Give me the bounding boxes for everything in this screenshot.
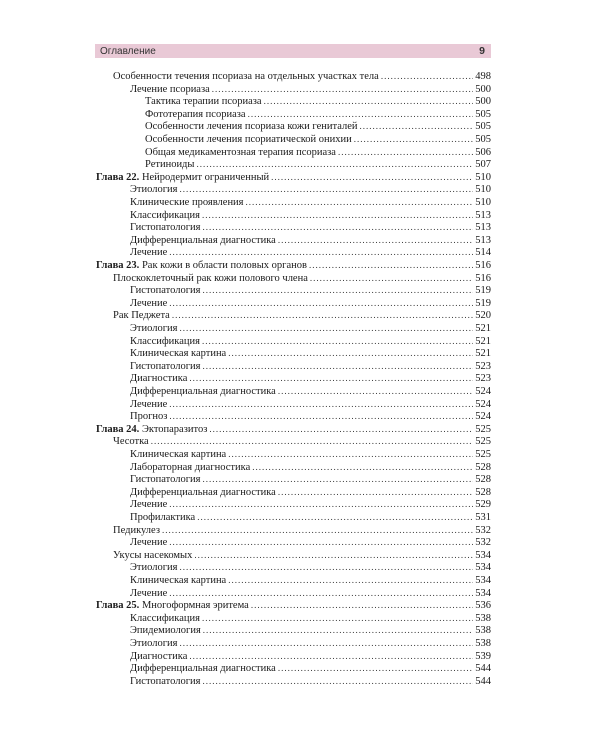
toc-item: [130, 83, 491, 96]
dot-leader: [202, 284, 473, 297]
dot-leader: [278, 385, 473, 398]
toc-page-number: 521: [475, 323, 491, 334]
toc-item-title: [130, 322, 178, 335]
toc-page-number: 532: [475, 537, 491, 549]
toc-item: [113, 549, 491, 562]
dot-leader: [189, 372, 473, 385]
toc-item-title: [130, 196, 244, 209]
toc-item-label: Диагностика: [130, 650, 188, 662]
chapter-number: Глава 24.: [96, 423, 140, 435]
toc-item-label: Клиническая картина: [130, 449, 227, 460]
toc-item: [130, 662, 491, 675]
toc-item: [145, 120, 491, 133]
toc-item: [130, 209, 491, 222]
toc-item: [130, 234, 491, 247]
toc-item-label: Гистопатология: [130, 360, 201, 372]
toc-item: [130, 498, 491, 511]
dot-leader: [338, 146, 473, 159]
toc-item-label: Этиология: [130, 184, 178, 196]
toc-item-title: [96, 599, 249, 612]
toc-page-number: 528: [475, 486, 491, 498]
toc-page-number: 524: [475, 386, 491, 397]
toc-page-number: 506: [475, 146, 491, 158]
toc-page-number: 539: [475, 650, 491, 662]
toc-item-title: [130, 372, 187, 385]
toc-chapter: [96, 423, 491, 436]
toc-page-number: 505: [475, 134, 491, 145]
toc-item-label: Клиническая картина: [130, 348, 227, 360]
toc-page-number: 525: [475, 436, 491, 448]
dot-leader: [248, 108, 474, 121]
toc-item: [113, 524, 491, 537]
dot-leader: [151, 435, 474, 448]
toc-item-label: Плоскоклеточный рак кожи полового члена: [113, 272, 308, 284]
toc-item-title: [145, 120, 357, 133]
dot-leader: [278, 234, 473, 247]
toc-item: [130, 624, 491, 637]
toc-item-label: Лечение: [130, 587, 168, 599]
toc-item-title: [96, 259, 307, 272]
chapter-number: Глава 25.: [96, 600, 140, 612]
toc-item-title: [130, 209, 200, 222]
toc-item-title: [130, 624, 201, 637]
dot-leader: [169, 498, 473, 511]
toc-item: [130, 183, 491, 196]
toc-item-title: [113, 309, 170, 322]
toc-item-label: Дифференциальная диагностика: [130, 234, 276, 246]
toc-item-label: Прогноз: [130, 411, 168, 423]
toc-item-title: [130, 498, 167, 511]
toc-item-title: [130, 561, 178, 574]
toc-item: [130, 322, 491, 335]
toc-item-label: Ретиноиды: [145, 159, 195, 171]
toc-item: [130, 398, 491, 411]
dot-leader: [264, 95, 474, 108]
toc-item-label: Диагностика: [130, 373, 188, 385]
toc-item: [130, 612, 491, 625]
toc-item-label: Гистопатология: [130, 222, 201, 234]
toc-item-title: [130, 83, 210, 96]
toc-page-number: 514: [475, 247, 491, 259]
toc-page-number: 544: [475, 675, 491, 687]
toc-item-title: [113, 435, 149, 448]
chapter-number: Глава 23.: [96, 260, 140, 271]
toc-item-label: Этиология: [130, 323, 178, 334]
toc-item-title: [130, 473, 200, 486]
toc-item-title: [145, 95, 262, 108]
toc-item-title: [130, 183, 178, 196]
toc-item-label: Лечение: [130, 537, 168, 549]
dot-leader: [359, 120, 473, 133]
toc-item-label: Гистопатология: [130, 285, 201, 297]
toc-page-number: 519: [475, 297, 491, 309]
toc-page-number: 544: [475, 663, 491, 675]
toc-item-title: [130, 297, 167, 310]
toc-item-title: [130, 536, 167, 549]
toc-page-number: 513: [475, 222, 491, 234]
dot-leader: [278, 486, 473, 499]
toc-item-title: [113, 70, 379, 83]
toc-item: [113, 272, 491, 285]
toc-item-label: Укусы насекомых: [113, 549, 193, 561]
toc-page-number: 524: [475, 411, 491, 423]
toc-item-title: [130, 511, 195, 524]
dot-leader: [228, 347, 473, 360]
toc-item: [145, 146, 491, 159]
toc-item-title: [130, 650, 187, 663]
toc-item-title: [113, 549, 192, 562]
toc-page-number: 500: [475, 83, 491, 95]
toc-item-title: [130, 675, 200, 688]
toc-item-title: [130, 637, 178, 650]
dot-leader: [180, 183, 474, 196]
toc-page-number: 516: [475, 272, 491, 284]
toc-page-number: 534: [475, 575, 491, 586]
toc-item-label: Классификация: [130, 209, 200, 221]
toc-page-number: 534: [475, 562, 491, 574]
toc-item-label: Тактика терапии псориаза: [145, 96, 262, 108]
toc-item: [130, 486, 491, 499]
dot-leader: [169, 536, 473, 549]
toc-page-number: 523: [475, 360, 491, 372]
toc-item-label: Многоформная эритема: [139, 600, 249, 612]
toc-item-label: Лечение: [130, 398, 168, 410]
toc-item-label: Лечение псориаза: [130, 83, 210, 95]
toc-item-title: [130, 221, 200, 234]
toc-item-title: [130, 335, 200, 348]
toc-item-label: Этиология: [130, 638, 178, 649]
toc-item-title: [130, 360, 200, 373]
toc-page-number: 538: [475, 612, 491, 624]
toc-page-number: 500: [475, 96, 491, 108]
toc-item-label: Фототерапия псориаза: [145, 108, 246, 120]
toc-page-number: 513: [475, 234, 491, 246]
toc-item-label: Общая медикаментозная терапия псориаза: [145, 146, 336, 158]
dot-leader: [202, 675, 473, 688]
toc-item: [130, 675, 491, 688]
toc-item-title: [130, 574, 226, 587]
toc-item-label: Чесотка: [113, 436, 149, 448]
dot-leader: [203, 624, 473, 637]
header-page-number: 9: [479, 45, 485, 57]
dot-leader: [309, 259, 473, 272]
dot-leader: [271, 171, 473, 184]
toc-item-label: Рак кожи в области половых органов: [139, 260, 307, 271]
toc-item: [130, 461, 491, 474]
dot-leader: [180, 322, 474, 335]
toc-item-title: [130, 246, 167, 259]
dot-leader: [194, 549, 473, 562]
dot-leader: [169, 297, 473, 310]
toc-item: [130, 650, 491, 663]
dot-leader: [278, 662, 473, 675]
dot-leader: [202, 473, 473, 486]
toc-item-title: [130, 410, 167, 423]
table-of-contents: [0, 68, 600, 688]
toc-page-number: 529: [475, 499, 491, 511]
dot-leader: [228, 448, 473, 461]
header-title: Оглавление: [100, 45, 156, 57]
toc-page-number: 516: [475, 260, 491, 271]
toc-page-number: 513: [475, 209, 491, 221]
toc-item-title: [130, 234, 276, 247]
toc-item-label: Особенности течения псориаза на отдельных участках тела: [113, 71, 379, 82]
toc-page-number: 534: [475, 549, 491, 561]
toc-item: [130, 372, 491, 385]
toc-page-number: 505: [475, 108, 491, 120]
toc-page-number: 510: [475, 197, 491, 208]
toc-page-number: 510: [475, 184, 491, 196]
toc-item-label: Гистопатология: [130, 675, 201, 687]
toc-item: [130, 410, 491, 423]
toc-item: [130, 574, 491, 587]
toc-item-label: Этиология: [130, 562, 178, 574]
dot-leader: [251, 599, 473, 612]
toc-item-title: [130, 486, 276, 499]
toc-item: [130, 448, 491, 461]
dot-leader: [172, 309, 473, 322]
toc-item-title: [113, 524, 160, 537]
toc-chapter: [96, 259, 491, 272]
toc-item-label: Дифференциальная диагностика: [130, 486, 276, 498]
toc-item-title: [145, 108, 246, 121]
toc-page-number: 507: [475, 159, 491, 171]
dot-leader: [209, 423, 473, 436]
toc-page-number: 521: [475, 348, 491, 360]
toc-item-label: Дифференциальная диагностика: [130, 386, 276, 397]
toc-item: [130, 347, 491, 360]
toc-item-label: Лечение: [130, 499, 168, 511]
toc-page-number: 524: [475, 398, 491, 410]
dot-leader: [202, 221, 473, 234]
toc-item: [113, 309, 491, 322]
toc-item: [145, 95, 491, 108]
toc-item-label: Лечение: [130, 297, 168, 309]
toc-item: [130, 360, 491, 373]
toc-page-number: 528: [475, 461, 491, 473]
dot-leader: [169, 587, 473, 600]
toc-page-number: 532: [475, 524, 491, 536]
toc-page-number: 534: [475, 587, 491, 599]
toc-page-number: 536: [475, 600, 491, 612]
toc-item-label: Профилактика: [130, 512, 196, 523]
toc-item-label: Лечение: [130, 247, 168, 259]
toc-item: [145, 158, 491, 171]
page-header: [95, 44, 491, 58]
dot-leader: [169, 398, 473, 411]
toc-item: [130, 385, 491, 398]
toc-item-title: [145, 146, 336, 159]
toc-item-title: [96, 171, 269, 184]
toc-page-number: 525: [475, 423, 491, 435]
dot-leader: [196, 158, 473, 171]
toc-item: [130, 335, 491, 348]
toc-item-label: Рак Педжета: [113, 310, 170, 322]
toc-item-label: Дифференциальная диагностика: [130, 663, 276, 675]
toc-chapter: [96, 171, 491, 184]
dot-leader: [162, 524, 473, 537]
toc-item: [130, 221, 491, 234]
toc-item-title: [145, 158, 194, 171]
dot-leader: [202, 360, 473, 373]
toc-item-label: Особенности лечения псориаза кожи гениталей: [145, 121, 358, 133]
toc-item: [130, 473, 491, 486]
toc-item: [130, 196, 491, 209]
toc-page-number: 505: [475, 121, 491, 133]
toc-item-label: Лабораторная диагностика: [130, 461, 251, 473]
toc-page-number: 520: [475, 310, 491, 322]
toc-item-label: Гистопатология: [130, 474, 201, 486]
dot-leader: [252, 461, 473, 474]
toc-item: [130, 511, 491, 524]
toc-item: [130, 536, 491, 549]
toc-item: [113, 70, 491, 83]
chapter-number: Глава 22.: [96, 171, 140, 183]
toc-item-title: [130, 398, 167, 411]
toc-page-number: 538: [475, 625, 491, 637]
toc-page-number: 519: [475, 285, 491, 297]
toc-page-number: 521: [475, 335, 491, 347]
dot-leader: [202, 335, 473, 348]
toc-chapter: [96, 599, 491, 612]
dot-leader: [180, 561, 474, 574]
toc-page-number: 538: [475, 638, 491, 649]
dot-leader: [228, 574, 473, 587]
toc-item: [130, 284, 491, 297]
toc-item-title: [130, 448, 226, 461]
toc-item-label: Нейродермит ограниченный: [139, 171, 270, 183]
toc-page-number: 523: [475, 373, 491, 385]
toc-item-title: [130, 587, 167, 600]
toc-item: [130, 246, 491, 259]
dot-leader: [169, 410, 473, 423]
toc-item: [130, 561, 491, 574]
dot-leader: [189, 650, 473, 663]
toc-item: [130, 587, 491, 600]
toc-item-label: Клиническая картина: [130, 575, 227, 586]
toc-item: [130, 637, 491, 650]
toc-item-title: [130, 461, 250, 474]
toc-page-number: 531: [475, 512, 491, 523]
toc-item-title: [113, 272, 308, 285]
toc-item-title: [130, 385, 276, 398]
toc-item-title: [96, 423, 207, 436]
dot-leader: [197, 511, 473, 524]
toc-item: [113, 435, 491, 448]
toc-item-label: Особенности лечения псориатической онихии: [145, 134, 352, 145]
toc-item-title: [130, 662, 276, 675]
toc-item: [130, 297, 491, 310]
toc-page-number: 498: [475, 71, 491, 82]
dot-leader: [310, 272, 473, 285]
toc-item-title: [130, 284, 200, 297]
toc-item-label: Классификация: [130, 612, 200, 624]
toc-item-title: [130, 347, 226, 360]
toc-item: [145, 108, 491, 121]
toc-item-label: Клинические проявления: [130, 197, 244, 208]
dot-leader: [202, 612, 473, 625]
toc-item: [145, 133, 491, 146]
dot-leader: [202, 209, 473, 222]
toc-page-number: 510: [475, 171, 491, 183]
toc-item-label: Педикулез: [113, 524, 160, 536]
toc-page-number: 528: [475, 474, 491, 486]
dot-leader: [169, 246, 473, 259]
toc-item-title: [130, 612, 200, 625]
dot-leader: [212, 83, 473, 96]
toc-item-label: Эктопаразитоз: [139, 423, 208, 435]
dot-leader: [246, 196, 474, 209]
toc-item-title: [145, 133, 352, 146]
dot-leader: [354, 133, 473, 146]
toc-item-label: Классификация: [130, 335, 200, 347]
dot-leader: [381, 70, 473, 83]
toc-page-number: 525: [475, 449, 491, 460]
toc-item-label: Эпидемиология: [130, 625, 201, 637]
dot-leader: [180, 637, 474, 650]
